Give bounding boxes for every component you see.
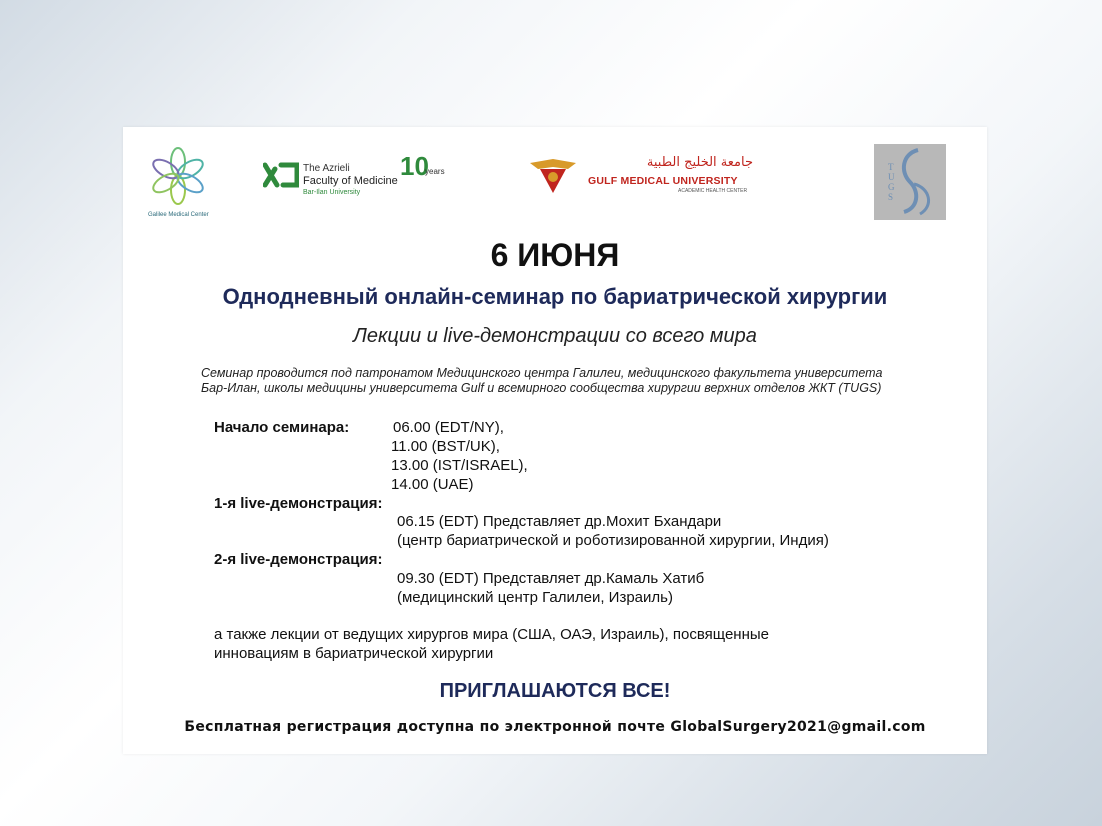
demo2-line-1: 09.30 (EDT) Представляет др.Камаль Хатиб — [397, 570, 705, 587]
flyer-card — [123, 127, 987, 754]
registration-text: Бесплатная регистрация доступна по электронной почте GlobalSurgery2021@gmail.com — [184, 719, 926, 735]
patronage-text — [201, 366, 921, 396]
demo2-line-2: (медицинский центр Галилеи, Израиль) — [397, 589, 673, 606]
start-time-uae: 14.00 (UAE) — [391, 476, 474, 493]
seminar-tagline: Лекции и live-демонстрации со всего мира — [353, 325, 757, 347]
gulf-sub-text: ACADEMIC HEALTH CENTER — [678, 188, 748, 194]
azrieli-logo — [263, 149, 453, 204]
azrieli-line2: Faculty of Medicine — [303, 175, 398, 187]
start-label: Начало семинара: — [214, 419, 350, 436]
tugs-text: TUGS — [888, 162, 895, 202]
start-time-uk: 11.00 (BST/UK), — [391, 438, 500, 455]
gulf-eagle-icon — [528, 155, 578, 195]
patronage-line-2: Бар-Илан, школы медицины университета Gulf и всемирного сообщества хирургии верхних отделов ЖКТ (TUGS) — [201, 381, 882, 395]
gulf-logo — [528, 155, 758, 195]
start-time-ny: 06.00 (EDT/NY), — [393, 419, 504, 436]
patronage-line-1: Семинар проводится под патронатом Медицинского центра Галилеи, медицинского факультета университета — [201, 366, 883, 380]
gulf-arabic-text: جامعة الخليج الطبية — [646, 155, 753, 170]
gulf-name-text: GULF MEDICAL UNIVERSITY — [588, 175, 738, 187]
tugs-logo — [874, 144, 946, 220]
lectures-line-2: инновациям в бариатрической хирургии — [214, 645, 494, 662]
demo1-line-1: 06.15 (EDT) Представляет др.Мохит Бхандари — [397, 513, 722, 530]
galilee-star-icon — [148, 145, 208, 207]
azrieli-line3: Bar-Ilan University — [303, 189, 361, 196]
azrieli-mark-icon — [263, 161, 299, 189]
start-time-israel: 13.00 (IST/ISRAEL), — [391, 457, 528, 474]
page-title: 6 ИЮНЯ — [490, 237, 620, 273]
tugs-swirl-icon — [874, 144, 946, 220]
azrieli-line1: The Azrieli — [303, 163, 350, 174]
galilee-logo — [148, 145, 208, 221]
seminar-subtitle: Однодневный онлайн-семинар по бариатрической хирургии — [222, 284, 888, 309]
demo1-line-2: (центр бариатрической и роботизированной хирургии, Индия) — [397, 532, 829, 549]
azrieli-years: years — [425, 167, 445, 176]
invite-heading: ПРИГЛАШАЮТСЯ ВСЕ! — [439, 680, 671, 702]
azrieli-ten-badge: 10 — [400, 151, 429, 181]
lectures-line-1: а также лекции от ведущих хирургов мира (США, ОАЭ, Израиль), посвященные — [214, 626, 769, 643]
demo1-label: 1-я live-демонстрация: — [214, 495, 383, 512]
demo2-label: 2-я live-демонстрация: — [214, 551, 383, 568]
galilee-logo-text: Galilee Medical Center — [148, 212, 209, 218]
